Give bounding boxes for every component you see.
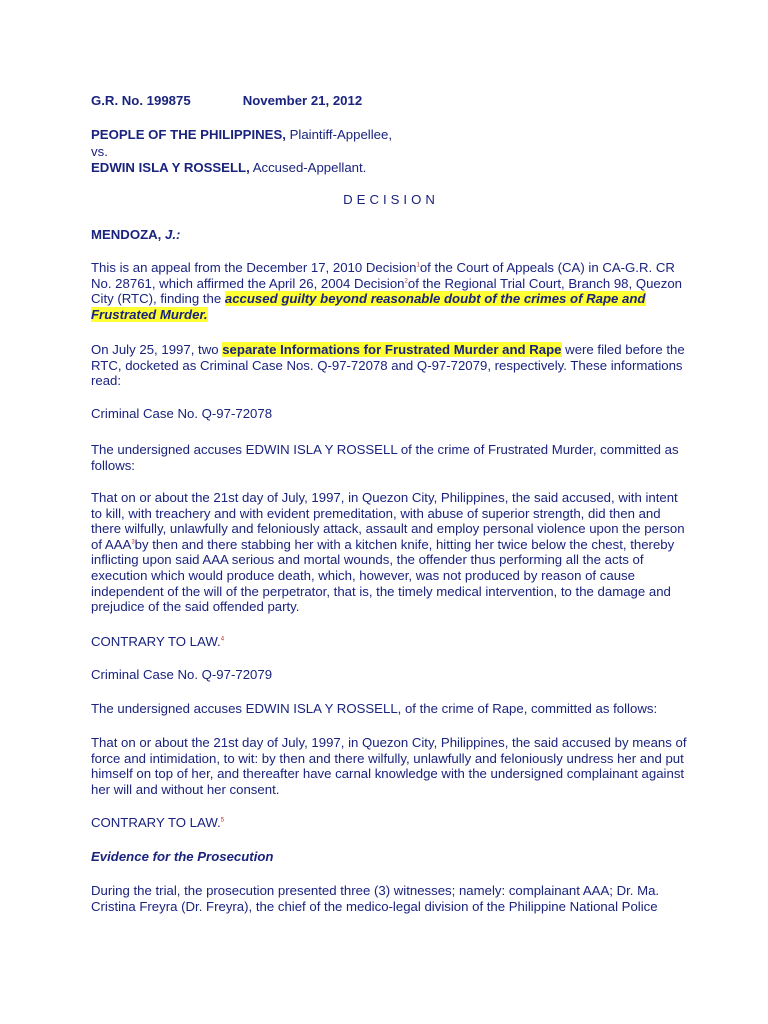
accused-line bbox=[91, 160, 691, 176]
appeal-text-2: of the Court of Appeals (CA) in CA-G.R. CR No. 28761, which affirmed the April 26, 2004 Decision bbox=[91, 260, 675, 291]
informations-text-2: were filed before the RTC, docketed as Criminal Case Nos. Q-97-72078 and Q-97-72079, respectively. These informations read: bbox=[91, 342, 685, 389]
decision-date: November 21, 2012 bbox=[242, 93, 363, 108]
contrary-to-law-2: CONTRARY TO LAW.$^5$ bbox=[91, 815, 225, 830]
footnote-link-5[interactable]: 5 bbox=[220, 817, 225, 824]
appeal-text-3: of the Regional Trial Court, Branch 98, Quezon City (RTC), finding the bbox=[91, 275, 683, 307]
plaintiff-name: PEOPLE OF THE PHILIPPINES, bbox=[91, 127, 286, 142]
footnote-link-3[interactable]: 3 bbox=[131, 539, 135, 546]
paragraph-trial: During the trial, the prosecution presented three (3) witnesses; namely: complainant AAA; Dr. Ma. Cristina Freyra (Dr. Freyra), the chief of the medico-legal division of the Philippine National Police bbox=[91, 883, 660, 914]
footnote-link-1[interactable]: 1 bbox=[416, 262, 420, 269]
case2-body: That on or about the 21st day of July, 1997, in Quezon City, Philippines, the said accused by means of force and intimidation, to wit: by then and there wilfully, unlawfully and feloniously undress her and put himself on top of her, and thereafter have carnal knowledge with the undersigned complainant against her will and without her consent. bbox=[91, 735, 687, 797]
case2-heading: Criminal Case No. Q-97-72079 bbox=[91, 667, 273, 682]
ponente-name: MENDOZA, bbox=[91, 227, 162, 242]
informations-text-1: On July 25, 1997, two bbox=[91, 342, 223, 357]
ponente-suffix: J.: bbox=[165, 227, 181, 242]
appeal-text-1: This is an appeal from the December 17, 2010 Decision bbox=[91, 260, 417, 275]
footnote-link-2[interactable]: 2 bbox=[404, 278, 408, 285]
versus-line: vs. bbox=[91, 144, 108, 159]
plaintiff-line bbox=[91, 127, 691, 143]
plaintiff-role: Plaintiff-Appellee, bbox=[289, 127, 392, 142]
accused-role: Accused-Appellant. bbox=[252, 160, 367, 175]
highlighted-finding: accused guilty beyond reasonable doubt of the crimes of Rape and Frustrated Murder. bbox=[91, 291, 646, 322]
case1-body bbox=[91, 490, 691, 615]
case2-intro: The undersigned accuses EDWIN ISLA Y ROSSELL, of the crime of Rape, committed as follows: bbox=[91, 701, 658, 716]
decision-title: DECISION bbox=[343, 192, 439, 207]
highlighted-informations: separate Informations for Frustrated Murder and Rape bbox=[222, 342, 562, 357]
case1-body-text-2: by then and there stabbing her with a kitchen knife, hitting her twice below the chest, thereby inflicting upon said AAA serious and mortal wounds, the offender thus performing all the acts of execution which would produce death, which, however, was not produced by reason of cause independent of the will of the perpetrator, that is, the timely medical intervention, to the damage and prejudice of the said offended party. bbox=[91, 536, 675, 615]
paragraph-appeal bbox=[91, 260, 691, 322]
case1-intro: The undersigned accuses EDWIN ISLA Y ROSSELL of the crime of Frustrated Murder, committed as follows: bbox=[91, 442, 679, 473]
paragraph-informations bbox=[91, 342, 691, 389]
case1-heading: Criminal Case No. Q-97-72078 bbox=[91, 406, 273, 421]
accused-name: EDWIN ISLA Y ROSSELL, bbox=[91, 160, 250, 175]
case1-body-text-1: That on or about the 21st day of July, 1997, in Quezon City, Philippines, the said accused, with intent to kill, with treachery and with evident premeditation, with abuse of superior strength, did then and there wilfully, unlawfully and feloniously attack, assault and employ personal violence upon the person of AAA bbox=[91, 490, 685, 552]
ponente bbox=[91, 227, 691, 243]
evidence-heading: Evidence for the Prosecution bbox=[91, 849, 274, 864]
footnote-link-4[interactable]: 4 bbox=[220, 636, 225, 643]
case-header bbox=[91, 93, 691, 109]
contrary-to-law-1: CONTRARY TO LAW.$^4$ bbox=[91, 634, 225, 649]
gr-number: G.R. No. 199875 bbox=[91, 93, 191, 108]
